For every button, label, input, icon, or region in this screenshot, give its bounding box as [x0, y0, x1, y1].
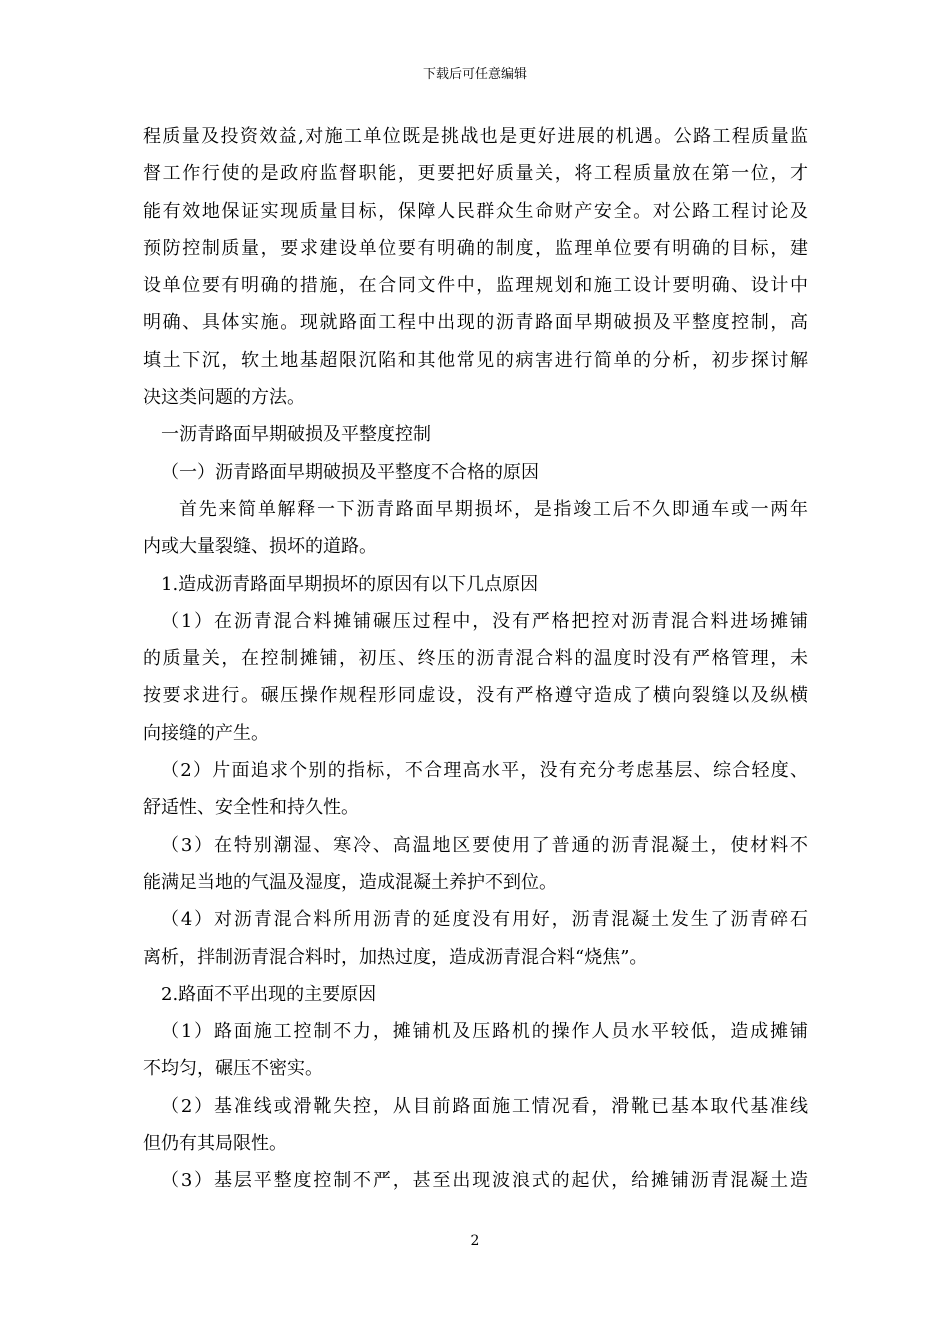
- list-item-line: （2）基准线或滑靴失控，从目前路面施工情况看，滑靴已基本取代基准线: [161, 1095, 808, 1117]
- document-body: [143, 118, 808, 1200]
- paragraph-line: 明确、具体实施。现就路面工程中出现的沥青路面早期破损及平整度控制，高: [143, 312, 808, 334]
- page-number: 2: [470, 1233, 480, 1249]
- list-item-line: （1）在沥青混合料摊铺碾压过程中，没有严格把控对沥青混合料进场摊铺: [161, 610, 808, 632]
- paragraph-line: 内或大量裂缝、损坏的道路。: [143, 536, 377, 558]
- list-item-line: 能满足当地的气温及湿度，造成混凝土养护不到位。: [143, 871, 557, 893]
- list-item-line: （4）对沥青混合料所用沥青的延度没有用好，沥青混凝土发生了沥青碎石: [161, 909, 808, 931]
- paragraph-line: 预防控制质量，要求建设单位要有明确的制度，监理单位要有明确的目标，建: [143, 237, 808, 259]
- paragraph-line: 督工作行使的是政府监督职能，更要把好质量关，将工程质量放在第一位，才: [143, 163, 808, 185]
- list-item-line: 按要求进行。碾压操作规程形同虚设，没有严格遵守造成了横向裂缝以及纵横: [143, 685, 808, 707]
- section-heading: 一沥青路面早期破损及平整度控制: [161, 424, 431, 446]
- list-item-line: 不均匀，碾压不密实。: [143, 1058, 323, 1080]
- paragraph-line: 程质量及投资效益,对施工单位既是挑战也是更好进展的机遇。公路工程质量监: [143, 126, 808, 147]
- list-heading: 2.路面不平出现的主要原因: [161, 983, 377, 1005]
- list-item-line: 的质量关，在控制摊铺，初压、终压的沥青混合料的温度时没有严格管理，未: [143, 648, 808, 670]
- paragraph-line: 首先来简单解释一下沥青路面早期损坏，是指竣工后不久即通车或一两年: [179, 498, 808, 520]
- paragraph-line: 决这类问题的方法。: [143, 387, 305, 409]
- list-heading: 1.造成沥青路面早期损坏的原因有以下几点原因: [161, 573, 539, 595]
- list-item-line: （2）片面追求个别的指标，不合理高水平，没有充分考虑基层、综合轻度、: [161, 760, 808, 782]
- list-item-line: （3）基层平整度控制不严，甚至出现波浪式的起伏，给摊铺沥青混凝土造: [161, 1170, 808, 1192]
- page-header: 下载后可任意编辑: [422, 67, 527, 82]
- subsection-heading: （一）沥青路面早期破损及平整度不合格的原因: [161, 461, 539, 483]
- list-item-line: 舒适性、安全性和持久性。: [143, 797, 359, 819]
- list-item-line: （1）路面施工控制不力，摊铺机及压路机的操作人员水平较低，造成摊铺: [161, 1021, 808, 1043]
- list-item-line: （3）在特别潮湿、寒冷、高温地区要使用了普通的沥青混凝土，使材料不: [161, 834, 808, 856]
- paragraph-line: 能有效地保证实现质量目标，保障人民群众生命财产安全。对公路工程讨论及: [143, 200, 808, 222]
- list-item-line: 向接缝的产生。: [143, 722, 269, 744]
- list-item-line: 但仍有其局限性。: [143, 1133, 287, 1155]
- list-item-line: 离析，拌制沥青混合料时，加热过度，造成沥青混合料“烧焦”。: [143, 946, 648, 968]
- paragraph-line: 设单位要有明确的措施，在合同文件中，监理规划和施工设计要明确、设计中: [143, 275, 808, 297]
- paragraph-line: 填土下沉，软土地基超限沉陷和其他常见的病害进行简单的分析，初步探讨解: [143, 349, 808, 371]
